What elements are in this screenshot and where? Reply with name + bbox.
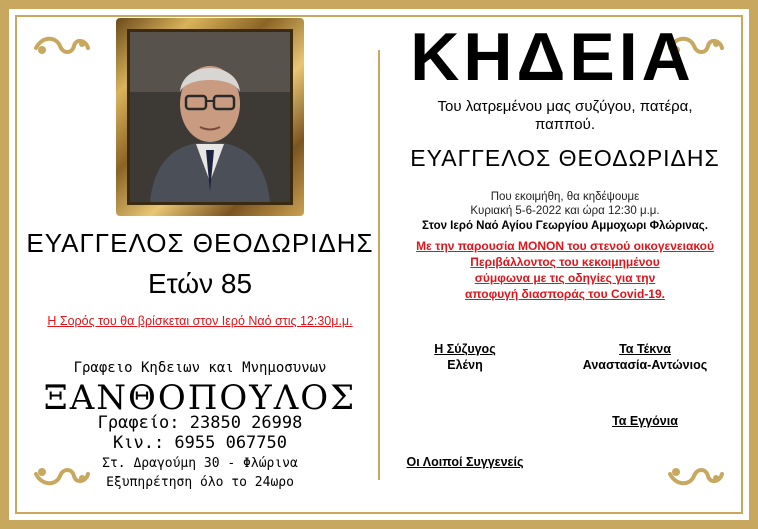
covid-line: Με την παρουσία ΜΟΝΟΝ του στενού οικογενειακού xyxy=(416,239,714,253)
service-hours: Εξυπηρέτηση όλο το 24ωρο xyxy=(106,475,294,490)
scroll-ornament-icon xyxy=(666,460,726,490)
covid-notice xyxy=(380,238,750,302)
portrait-frame xyxy=(116,18,304,216)
details-line: Που εκοιμήθη, θα κηδέψουμε xyxy=(490,191,640,203)
portrait-photo xyxy=(127,29,293,205)
relatives-title: Οι Λοιποί Συγγενείς xyxy=(406,455,524,469)
spouse-block xyxy=(415,342,515,372)
funeral-home-label: Γραφειο Κηδειων και Μνημοσυνων xyxy=(73,360,327,376)
spouse-name: Ελένη xyxy=(447,358,483,372)
mobile-phone: Κιν.: 6955 067750 xyxy=(113,433,287,453)
covid-line: αποφυγή διασποράς του Covid-19. xyxy=(465,287,665,301)
funeral-heading: ΚΗΔΕΙΑ xyxy=(410,19,695,95)
deceased-name-right: ΕΥΑΓΓΕΛΟΣ ΘΕΟΔΩΡΙΔΗΣ xyxy=(410,145,720,171)
spouse-title: Η Σύζυγος xyxy=(434,342,496,356)
office-phone: Γραφείο: 23850 26998 xyxy=(97,413,303,433)
covid-line: σύμφωνα με τις οδηγίες για την xyxy=(474,271,656,285)
funeral-details xyxy=(380,190,750,218)
children-names: Αναστασία-Αντώνιος xyxy=(582,358,708,372)
details-line: Κυριακή 5-6-2022 και ώρα 12:30 μ.μ. xyxy=(470,205,660,217)
children-title: Τα Τέκνα xyxy=(619,342,671,356)
age: Ετών 85 xyxy=(147,268,253,299)
covid-line: Περιβάλλοντος του κεκοιμημένου xyxy=(470,255,660,269)
funeral-home-brand: ΞΑΝΘΟΠΟΥΛΟΣ xyxy=(43,378,357,418)
church-location: Στον Ιερό Ναό Αγίου Γεωργίου Αμμοχωρι Φλώρινας. xyxy=(422,220,708,232)
relation-line: παππού. xyxy=(534,116,595,133)
grandchildren-block xyxy=(580,414,710,428)
relation-text xyxy=(380,98,750,134)
coffin-notice: Η Σορός του θα βρίσκεται στον Ιερό Ναό στις 12:30μ.μ. xyxy=(47,314,353,328)
scroll-ornament-icon xyxy=(32,32,92,62)
deceased-name-left: ΕΥΑΓΓΕΛΟΣ ΘΕΟΔΩΡΙΔΗΣ xyxy=(26,228,374,258)
relatives-block xyxy=(390,455,540,469)
grandchildren-title: Τα Εγγόνια xyxy=(612,414,678,428)
address: Στ. Δραγούμη 30 - Φλώρινα xyxy=(102,456,298,471)
relation-line: Του λατρεμένου μας συζύγου, πατέρα, xyxy=(437,98,693,115)
children-block xyxy=(560,342,730,372)
